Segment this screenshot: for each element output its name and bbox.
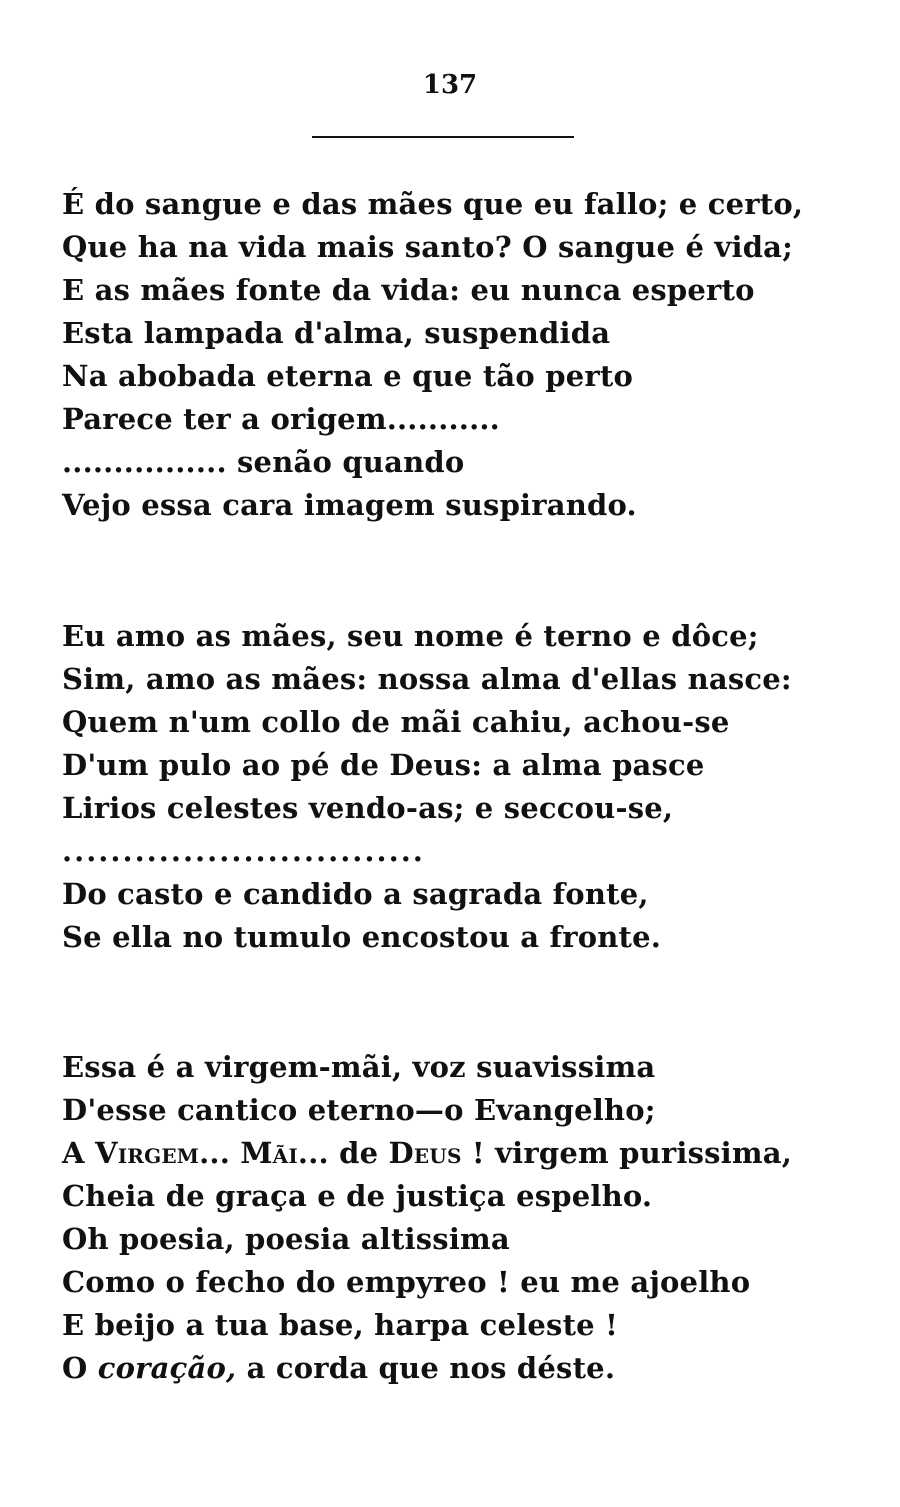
stanza-1 xyxy=(62,183,882,527)
verse-line: Sim, amo as mães: nossa alma d'ellas nasce: xyxy=(62,662,792,696)
verse-line: D'um pulo ao pé de Deus: a alma pasce xyxy=(62,748,705,782)
verse-fragment: A xyxy=(62,1136,95,1170)
verse-line: Na abobada eterna e que tão perto xyxy=(62,359,634,393)
verse-line: Que ha na vida mais santo? O sangue é vida; xyxy=(62,230,794,264)
verse-line xyxy=(62,1347,882,1390)
small-caps-word: Deus xyxy=(388,1136,462,1170)
verse-fragment: a corda que nos déste. xyxy=(236,1351,616,1385)
verse-line: Vejo essa cara imagem suspirando. xyxy=(62,488,637,522)
stanza-2 xyxy=(62,615,882,959)
verse-line: Oh poesia, poesia altissima xyxy=(62,1222,510,1256)
verse-line: Eu amo as mães, seu nome é terno e dôce; xyxy=(62,619,759,653)
page-number: 137 xyxy=(422,70,478,100)
header-rule xyxy=(312,136,574,138)
verse-fragment: O xyxy=(62,1351,98,1385)
verse-fragment: ... xyxy=(199,1136,241,1170)
verse-line: É do sangue e das mães que eu fallo; e certo, xyxy=(62,187,804,221)
verse-line: Como o fecho do empyreo ! eu me ajoelho xyxy=(62,1265,751,1299)
verse-line: Lirios celestes vendo-as; e seccou-se, xyxy=(62,791,674,825)
verse-line: E beijo a tua base, harpa celeste ! xyxy=(62,1308,619,1342)
verse-fragment: ! virgem purissima, xyxy=(461,1136,793,1170)
verse-line xyxy=(62,1132,882,1175)
verse-line: Quem n'um collo de mãi cahiu, achou-se xyxy=(62,705,730,739)
ellipsis-line: .............................. xyxy=(62,834,425,868)
verse-line: Essa é a virgem-mãi, voz suavissima xyxy=(62,1050,656,1084)
verse-line: Do casto e candido a sagrada fonte, xyxy=(62,877,649,911)
verse-line: Se ella no tumulo encostou a fronte. xyxy=(62,920,662,954)
verse-fragment: ... de xyxy=(297,1136,389,1170)
stanza-3 xyxy=(62,1046,882,1390)
verse-line: Parece ter a origem........... xyxy=(62,402,500,436)
verse-line: E as mães fonte da vida: eu nunca esperto xyxy=(62,273,755,307)
verse-line: Cheia de graça e de justiça espelho. xyxy=(62,1179,653,1213)
italic-word: coração, xyxy=(97,1351,237,1385)
verse-line: D'esse cantico eterno—o Evangelho; xyxy=(62,1093,656,1127)
verse-line: ................ senão quando xyxy=(62,445,465,479)
small-caps-word: Virgem xyxy=(95,1136,200,1170)
verse-line: Esta lampada d'alma, suspendida xyxy=(62,316,611,350)
small-caps-word: Mãi xyxy=(240,1136,298,1170)
